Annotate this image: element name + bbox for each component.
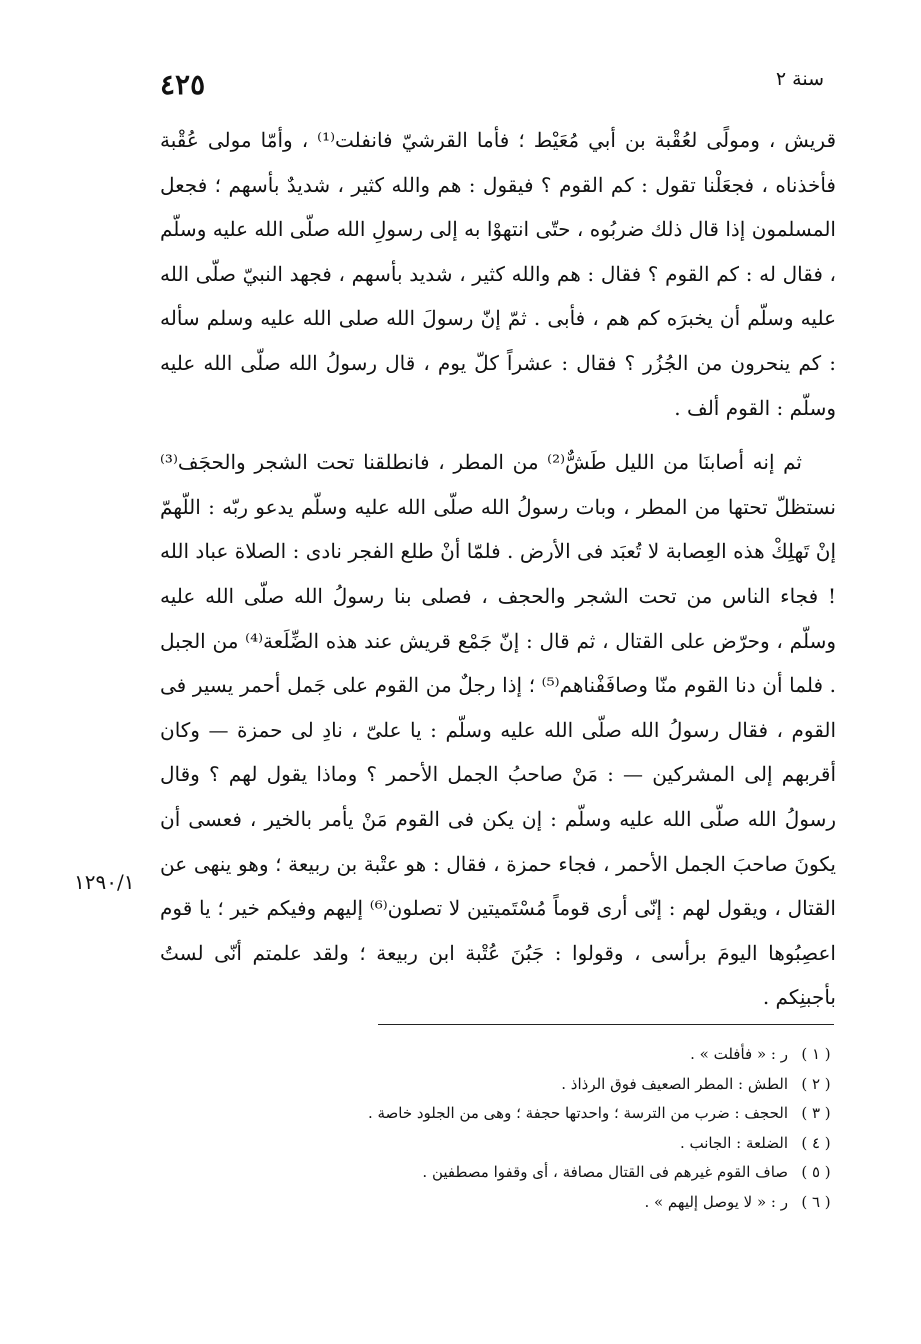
footnote-text: الحجف : ضرب من الترسة ؛ واحدتها حجفة ؛ وهى من الجلود خاصة . <box>367 1104 788 1122</box>
footnote-number: ( ٥ ) <box>801 1163 831 1181</box>
footnote <box>160 1070 836 1100</box>
footnote-number: ( ٣ ) <box>801 1104 831 1122</box>
paragraph: ثم إنه أصابنَا من الليل طَشٌّ⁽²⁾ من المطر ، فانطلقنا تحت الشجر والحجَف⁽³⁾ نستظلّ تحتها من المطر ، وبات رسولُ الله صلّى الله عليه وسلّم يدعو ربّه : اللّهمّ إنْ تَهلِكْ هذه العِصابة لا تُعبَد فى الأرض . فلمّا أنْ طلع الفجر نادى : الصلاة عباد الله ! فجاء الناس من تحت الشجر والحجف ، فصلى بنا رسولُ الله صلّى الله عليه وسلّم ، وحرّض على القتال ، ثم قال : إنّ جَمْع قريش عند هذه الضِّلَعة⁽⁴⁾ من الجبل . فلما أن دنا القوم منّا وصافَفْناهم⁽⁵⁾ ؛ إذا رجلٌ من القوم على جَمل أحمر يسير فى القوم ، فقال رسولُ الله صلّى الله عليه وسلّم : يا علىّ ، نادِ لى حمزة — وكان أقربهم إلى المشركين — : مَنْ صاحبُ الجمل الأحمر ؟ وماذا يقول لهم ؟ وقال رسولُ الله صلّى الله عليه وسلّم : إن يكن فى القوم مَنْ يأمر بالخير ، فعسى أن يكونَ صاحبَ الجمل الأحمر ، فجاء حمزة ، فقال : هو عتْبة بن ربيعة ؛ وهو ينهى عن القتال ، ويقول لهم : إنّى أرى قوماً مُسْتَميتين لا تصلون⁽⁶⁾ إليهم وفيكم خير ؛ يا قوم اعصِبُوها اليومَ برأسى ، وقولوا : جَبُنَ عُتْبة ابن ربيعة ؛ ولقد علمتم أنّى لستُ بأجبنِكم . <box>160 450 836 1010</box>
footnote-number: ( ٤ ) <box>801 1133 831 1152</box>
footnote-text: الضلعة : الجانب . <box>679 1133 788 1152</box>
paragraph: قريش ، ومولًى لعُقْبة بن أبي مُعَيْط ؛ فأما القرشيّ فانفلت⁽¹⁾ ، وأمّا مولى عُقْبة فأخذناه ، فجعَلْنا تقول : كم القوم ؟ فيقول : هم والله كثير ، شديدٌ بأسهم ؛ فجعل المسلمون إذا قال ذلك ضربُوه ، حتّى انتهوْا به إلى رسولِ الله صلّى الله عليه وسلّم ، فقال له : كم القوم ؟ فقال : هم والله كثير ، شديد بأسهم ، فجهد النبيّ صلّى الله عليه وسلّم أن يخبرَه كم هم ، فأبى . ثمّ إنّ رسولَ الله صلى الله عليه وسلم سأله : كم ينحرون من الجُزُر ؟ فقال : عشراً كلّ يوم ، قال رسولُ الله صلّى الله عليه وسلّم : القوم ألف . <box>160 128 837 420</box>
footnote-text: ر : « فأفلت » . <box>690 1045 788 1063</box>
footnote-text: ر : « لا يوصل إليهم » . <box>644 1192 788 1211</box>
footnote-number: ( ٦ ) <box>801 1192 831 1211</box>
margin-reference: ١٢٩٠/١ <box>74 870 135 894</box>
footnote <box>160 1099 836 1129</box>
main-text <box>160 118 836 1020</box>
footnote <box>160 1158 836 1188</box>
footnote-text: الطش : المطر الصعيف فوق الرذاذ . <box>561 1074 788 1093</box>
footnote <box>160 1040 836 1070</box>
footnote <box>160 1188 836 1218</box>
footnotes <box>160 1040 836 1217</box>
running-header-year: سنة ٢ <box>775 68 824 90</box>
footnote <box>160 1129 836 1159</box>
footnote-number: ( ١ ) <box>801 1045 831 1063</box>
footnote-number: ( ٢ ) <box>801 1074 831 1093</box>
page-number: ٤٢٥ <box>160 68 206 101</box>
footnote-divider <box>378 1024 834 1025</box>
footnote-text: صاف القوم غيرهم فى القتال مصافة ، أى وقفوا مصطفين . <box>422 1163 788 1181</box>
